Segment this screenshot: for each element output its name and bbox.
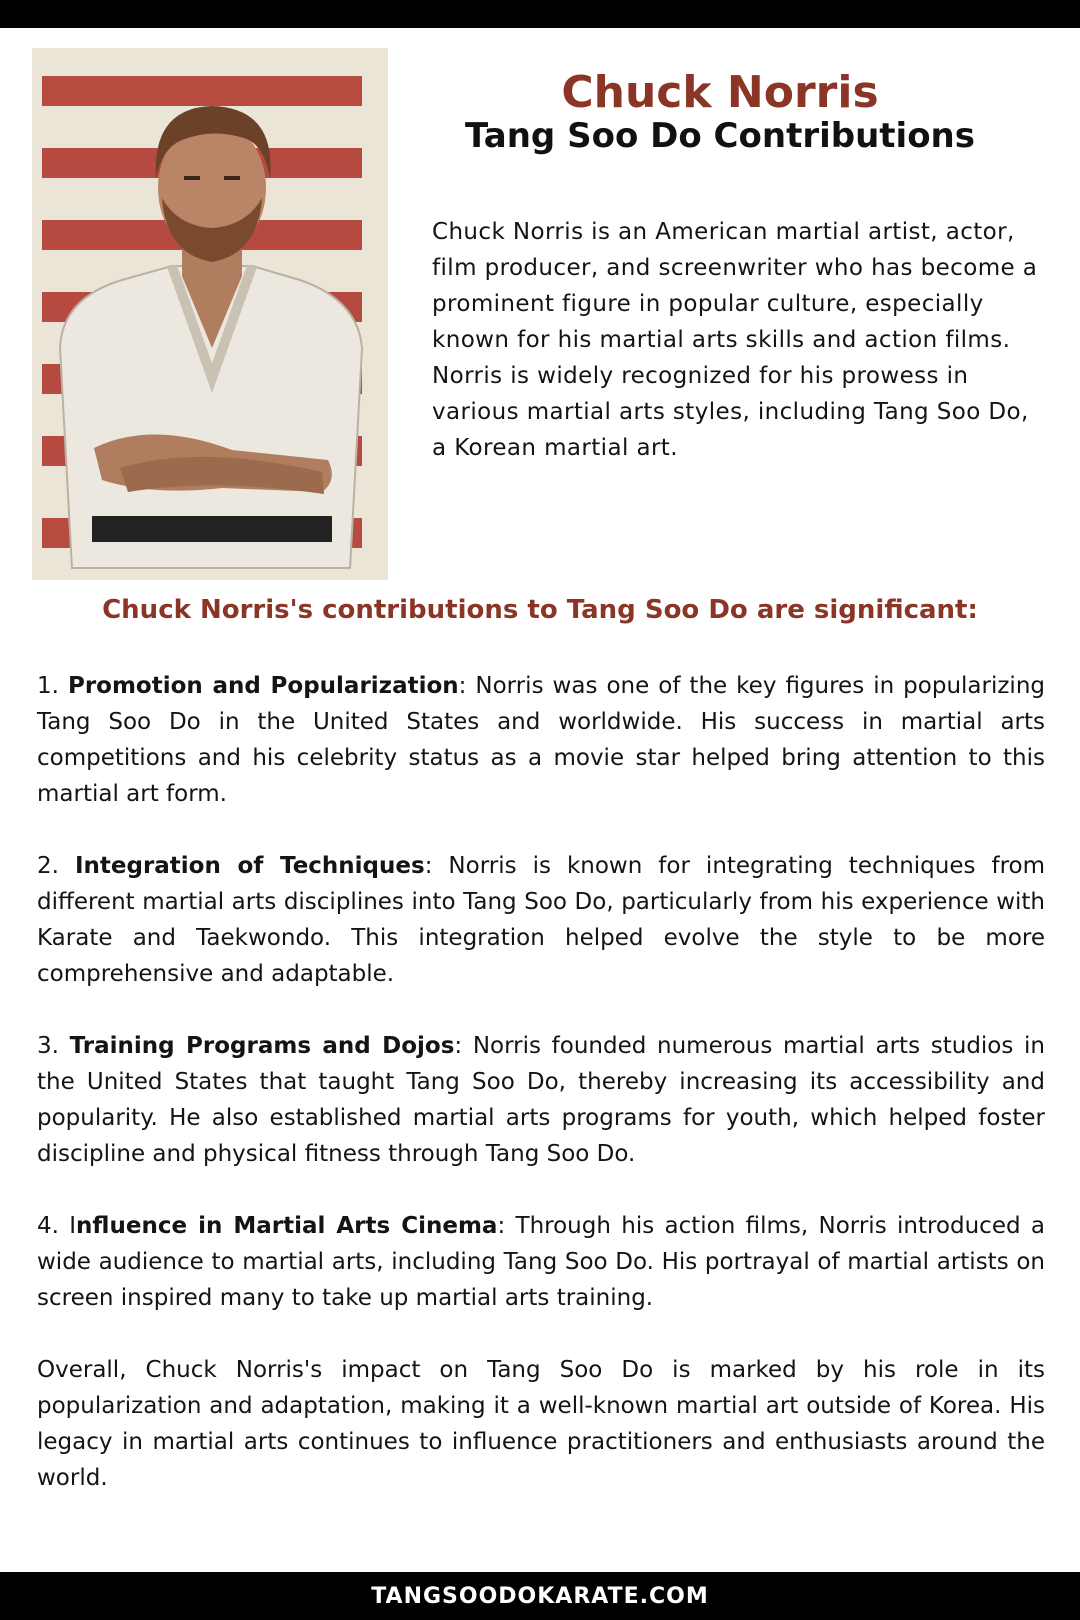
item-number: 4. I [37, 1213, 77, 1239]
item-name: Integration of Techniques [74, 853, 425, 879]
item-text: : Norris is known for integrating techniques from different martial arts disciplines into Tang Soo Do, particularly from his experience with Karate and Taekwondo. This integration helped evolve the style to be more comprehensive and adaptable. [37, 853, 1045, 987]
page-title: Chuck Norris [561, 67, 879, 118]
intro-paragraph: Chuck Norris is an American martial artist, actor, film producer, and screenwriter who has become a prominent figure in popular culture, especially known for his martial arts skills and action films. Norris is widely recognized for his prowess in various martial arts styles, including Tang Soo Do, a Korean martial art. [432, 219, 1038, 461]
list-item [37, 1028, 1045, 1172]
page-subtitle: Tang Soo Do Contributions [464, 116, 976, 156]
portrait-image [32, 48, 388, 580]
list-item [37, 848, 1045, 992]
list-item [37, 1208, 1045, 1316]
list-item [37, 668, 1045, 812]
item-name: Promotion and Popularization [67, 673, 459, 699]
item-name: nfluence in Martial Arts Cinema [76, 1213, 498, 1239]
closing-paragraph: Overall, Chuck Norris's impact on Tang Soo Do is marked by his role in its popularization and adaptation, making it a well-known martial art outside of Korea. His legacy in martial arts continues to influence practitioners and enthusiasts around the world. [37, 1357, 1045, 1491]
footer-bar [0, 1572, 1080, 1620]
item-name: Training Programs and Dojos [69, 1033, 455, 1059]
footer-website[interactable]: TANGSOODOKARATE.COM [371, 1583, 709, 1609]
top-bar [0, 0, 1080, 28]
item-number: 3. [37, 1033, 59, 1059]
section-heading: Chuck Norris's contributions to Tang Soo Do are significant: [102, 595, 978, 625]
item-text: : Through his action films, Norris introduced a wide audience to martial arts, including Tang Soo Do. His portrayal of martial artists on screen inspired many to take up martial arts training. [37, 1213, 1045, 1311]
item-text: : Norris founded numerous martial arts studios in the United States that taught Tang Soo Do, thereby increasing its accessibility and popularity. He also established martial arts programs for youth, which helped foster discipline and physical fitness through Tang Soo Do. [37, 1033, 1046, 1167]
item-number: 2. [37, 853, 59, 879]
contributions-list [37, 668, 1045, 1496]
item-text: : Norris was one of the key figures in popularizing Tang Soo Do in the United States and worldwide. His success in martial arts competitions and his celebrity status as a movie star helped bring attention to this martial art form. [37, 673, 1045, 807]
item-number: 1. [37, 673, 59, 699]
